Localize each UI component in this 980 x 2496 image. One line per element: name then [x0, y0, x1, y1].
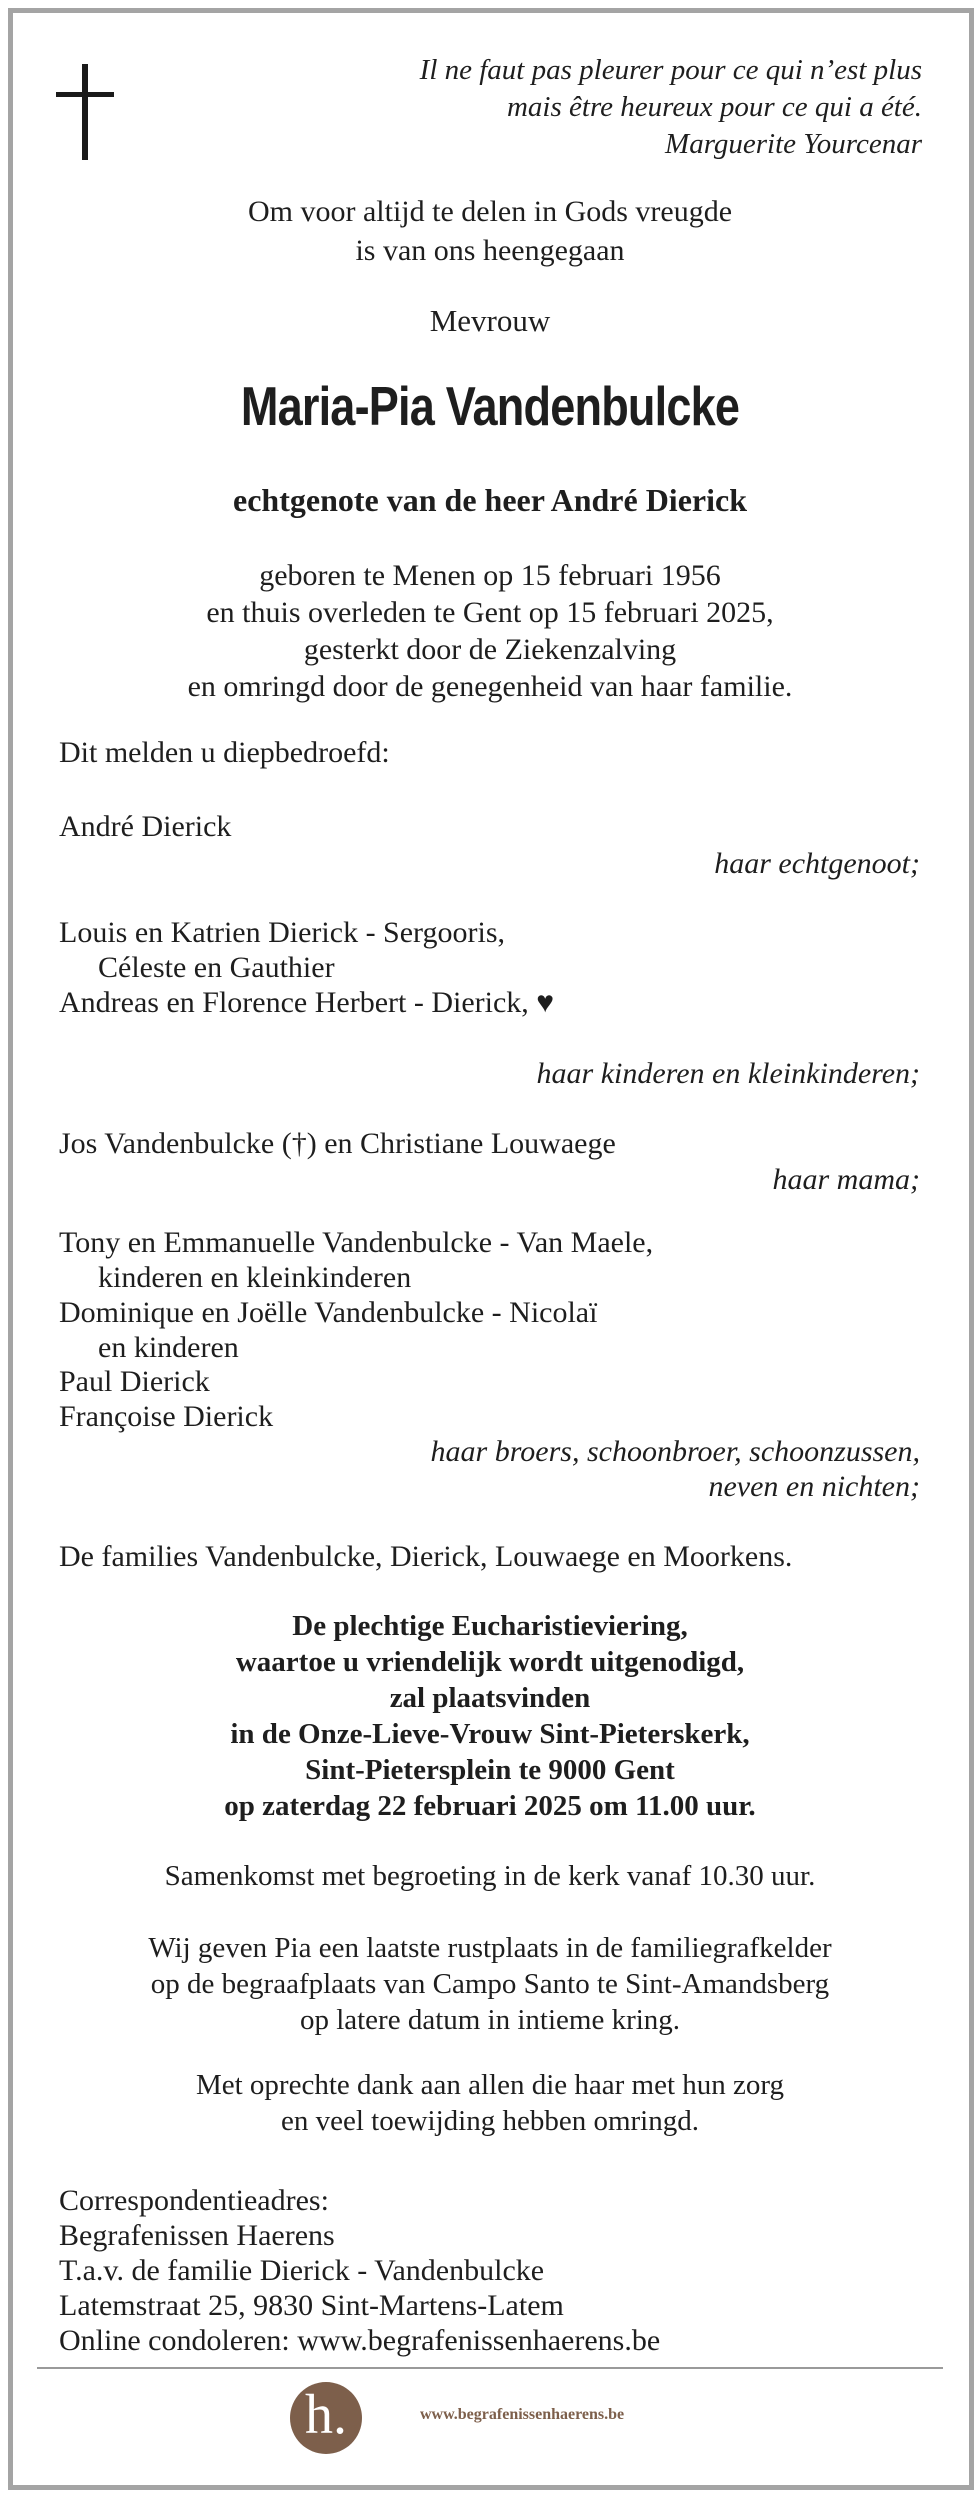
address-street: Latemstraat 25, 9830 Sint-Martens-Latem [59, 2289, 564, 2322]
mass-line-1: De plechtige Eucharistieviering, [292, 1610, 688, 1642]
mass-line-5: Sint-Pietersplein te 9000 Gent [305, 1754, 675, 1786]
birth-line-4: en omringd door de genegenheid van haar familie. [187, 670, 793, 703]
grandchildren-1: Céleste en Gauthier [98, 951, 335, 984]
address-online: Online condoleren: www.begrafenissenhaerens.be [59, 2324, 661, 2357]
footer-website[interactable]: www.begrafenissenhaerens.be [420, 2406, 625, 2423]
funeral-home-logo: h. [290, 2382, 362, 2454]
birth-line-3: gesterkt door de Ziekenzalving [303, 633, 677, 666]
birth-line-2: en thuis overleden te Gent op 15 februari 2025, [206, 596, 774, 629]
siblings-role-2: neven en nichten; [708, 1470, 920, 1503]
cross-icon [56, 64, 114, 160]
families-line: De families Vandenbulcke, Dierick, Louwaege en Moorkens. [59, 1540, 793, 1573]
burial-line-1: Wij geven Pia een laatste rustplaats in de familiegrafkelder [148, 1932, 832, 1964]
thanks-line-1: Met oprechte dank aan allen die haar met hun zorg [195, 2069, 785, 2101]
sibling-1-sub: kinderen en kleinkinderen [98, 1261, 412, 1294]
siblings-role-1: haar broers, schoonbroer, schoonzussen, [430, 1435, 920, 1468]
spouse-line: echtgenote van de heer André Dierick [233, 482, 747, 518]
sibling-3: Paul Dierick [59, 1365, 210, 1398]
thanks-text [0, 2067, 980, 2139]
parents: Jos Vandenbulcke (†) en Christiane Louwaege [59, 1127, 616, 1160]
sibling-2: Dominique en Joëlle Vandenbulcke - Nicolaï [59, 1296, 598, 1329]
salutation: Mevrouw [429, 303, 551, 338]
quote-author: Marguerite Yourcenar [665, 128, 922, 160]
intro-text [0, 192, 980, 270]
birth-line-1: geboren te Menen op 15 februari 1956 [259, 559, 721, 592]
intro-line-2: is van ons heengegaan [355, 234, 625, 267]
parents-role: haar mama; [772, 1163, 920, 1196]
sibling-2-sub: en kinderen [98, 1331, 239, 1364]
children-role: haar kinderen en kleinkinderen; [536, 1057, 920, 1090]
gathering-info: Samenkomst met begroeting in de kerk vanaf 10.30 uur. [164, 1860, 816, 1892]
mass-line-6: op zaterdag 22 februari 2025 om 11.00 uur. [224, 1790, 756, 1822]
thanks-line-2: en veel toewijding hebben omringd. [281, 2105, 699, 2137]
husband-role: haar echtgenoot; [714, 847, 920, 880]
address-attn: T.a.v. de familie Dierick - Vandenbulcke [59, 2254, 545, 2287]
sibling-1: Tony en Emmanuelle Vandenbulcke - Van Maele, [59, 1226, 654, 1259]
birth-death-details [0, 557, 980, 705]
quote-line-1: Il ne faut pas pleurer pour ce qui n’est plus [419, 54, 922, 86]
mass-line-4: in de Onze-Lieve-Vrouw Sint-Pieterskerk, [230, 1718, 750, 1750]
child-2: Andreas en Florence Herbert - Dierick, ♥ [59, 986, 555, 1019]
intro-line-1: Om voor altijd te delen in Gods vreugde [247, 195, 733, 228]
burial-info [0, 1930, 980, 2038]
footer-divider [37, 2367, 943, 2369]
burial-line-3: op latere datum in intieme kring. [299, 2004, 681, 2036]
sibling-4: Françoise Dierick [59, 1400, 274, 1433]
epigraph-quote [420, 52, 922, 163]
mass-line-2: waartoe u vriendelijk wordt uitgenodigd, [235, 1646, 745, 1678]
mass-line-3: zal plaatsvinden [389, 1682, 591, 1714]
announcement: Dit melden u diepbedroefd: [59, 736, 390, 769]
child-1: Louis en Katrien Dierick - Sergooris, [59, 916, 506, 949]
burial-line-2: op de begraafplaats van Campo Santo te Sint-Amandsberg [150, 1968, 830, 2000]
quote-line-2: mais être heureux pour ce qui a été. [506, 91, 922, 123]
husband-name: André Dierick [59, 810, 232, 843]
correspondence-address [59, 2183, 660, 2358]
mass-details [0, 1608, 980, 1824]
address-label: Correspondentieadres: [59, 2184, 329, 2217]
deceased-name: Maria-Pia Vandenbulcke [240, 375, 740, 437]
address-company: Begrafenissen Haerens [59, 2219, 335, 2252]
